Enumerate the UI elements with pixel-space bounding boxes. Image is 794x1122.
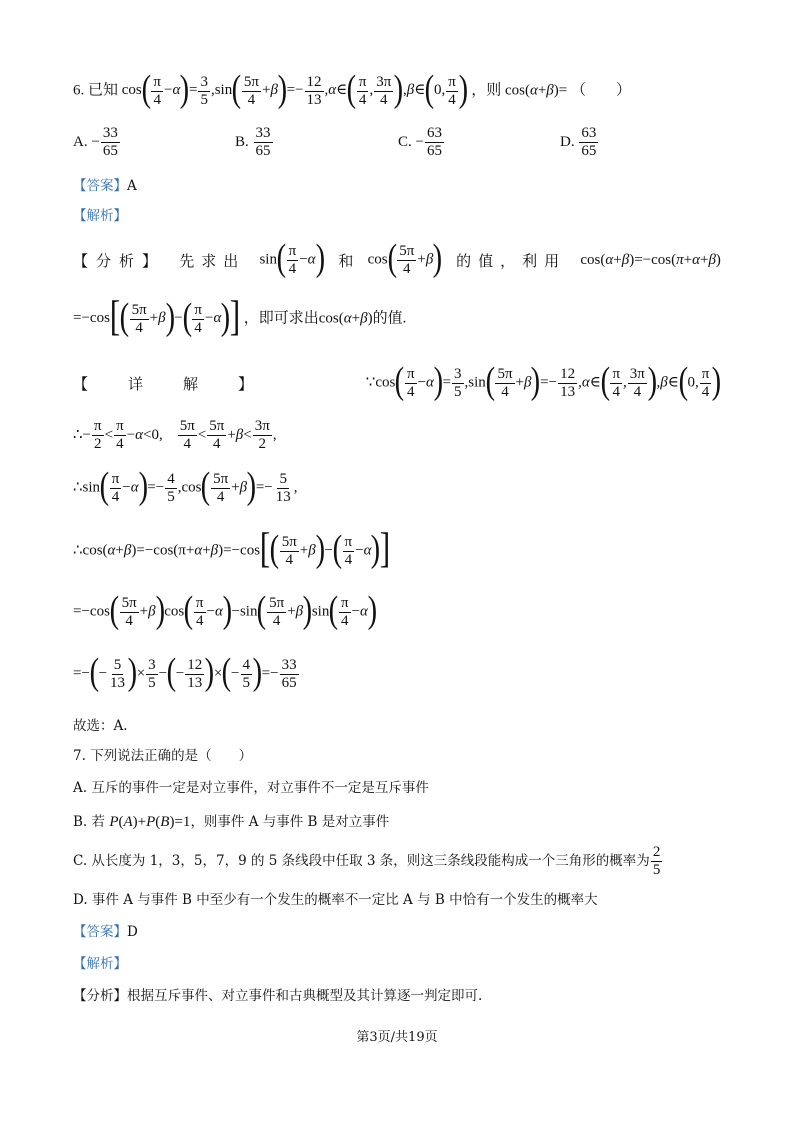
q6-detail-expand: =−cos( $\frac{5\pi}{4}$ +β)cos( $\frac{\pi}{4}$ −α)−sin( $\frac{5\pi}{4}$ +β)sin( $\frac{\pi}{4}$ −α)	[73, 589, 377, 631]
q6-detail-line1: 【详解】 ∵cos( $\frac{\pi}{4}$ −α)= $\frac{3}{5}$ ,sin( $\frac{5\pi}{4}$ +β)=− $\frac{12}{13}$ ,α∈( $\frac{\pi}{4}$ , $\frac{3\pi}{4}$ ),β∈(0, $\frac{\pi}{4}$ )	[73, 360, 722, 402]
q6-option-c: C. − $\frac{63}{65}$	[398, 125, 442, 159]
answer-tag: 【答案】	[73, 178, 127, 194]
q6-detail-values: ∴sin( $\frac{\pi}{4}$ −α)=− $\frac{4}{5}$ ,cos( $\frac{5\pi}{4}$ +β)=− $\frac{5}{13}$ ,	[73, 465, 298, 507]
q6-analysis-tag: 【解析】	[73, 208, 127, 224]
answer-value: A	[127, 178, 137, 194]
q6-math-target: cos(α+β)=	[504, 82, 568, 99]
q7-stem: 7. 下列说法正确的是（ ）	[73, 748, 253, 764]
q6-number: 6.	[73, 82, 85, 99]
q7-analysis-tag: 【解析】	[73, 956, 127, 972]
q6-option-b: B. $\frac{33}{65}$	[235, 125, 271, 159]
fenxi-identity: cos(α+β)=−cos(π+α+β)	[580, 251, 721, 268]
fenxi-cos-expr: cos( $\frac{5\pi}{4}$ +β)	[367, 237, 443, 279]
q7-answer	[73, 920, 138, 940]
q7-option-a: A. 互斥的事件一定是对立事件，对立事件不一定是互斥事件	[73, 780, 429, 796]
q7-option-d: D. 事件 A 与事件 B 中至少有一个发生的概率不一定比 A 与 B 中恰有一个发生的概率大	[73, 892, 598, 908]
fenxi-tag: 【分析】	[73, 253, 166, 270]
q6-stem-then: ，则	[471, 82, 502, 99]
q6-stem-prefix: 已知	[88, 82, 119, 99]
q6-stem	[73, 68, 632, 110]
q7-option-c: C. 从长度为 1，3，5，7，9 的 5 条线段中任取 3 条，则这三条线段能构成一个三角形的概率为 $\frac{2}{5}$	[73, 844, 661, 878]
detail-tag: 【详解】	[73, 376, 294, 393]
answer-tag: 【答案】	[73, 924, 127, 940]
fenxi-tag: 【分析】	[73, 988, 127, 1004]
q6-detail-range: ∴− $\frac{\pi}{2}$ < $\frac{\pi}{4}$ −α<0, $\frac{5\pi}{4}$ < $\frac{5\pi}{4}$ +β< $\frac{3\pi}{2}$ ,	[73, 418, 277, 452]
q6-math-given: cos( $\frac{\pi}{4}$ −α)= $\frac{3}{5}$ ,sin( $\frac{5\pi}{4}$ +β)=− $\frac{12}{13}$ ,α∈( $\frac{\pi}{4}$ , $\frac{3\pi}{4}$ ),β∈(0, $\frac{\pi}{4}$ )	[121, 68, 468, 110]
q6-detail-result: =−(− $\frac{5}{13}$ )× $\frac{3}{5}$ −(− $\frac{12}{13}$ )×(− $\frac{4}{5}$ )=− $\frac{33}{65}$	[73, 651, 297, 693]
q6-option-a: A. − $\frac{33}{65}$	[73, 125, 118, 159]
q7-option-b: B. 若 P(A)+P(B)=1，则事件 A 与事件 B 是对立事件	[73, 814, 390, 830]
q6-option-d: D. $\frac{63}{65}$	[560, 125, 597, 159]
q6-answer	[73, 174, 137, 194]
q7-number: 7.	[73, 748, 86, 764]
q6-fenxi-line1: 【分析】 先求出 sin( $\frac{\pi}{4}$ −α) 和 cos( $\frac{5\pi}{4}$ +β) 的值，利用 cos(α+β)=−cos(π+α+β)	[73, 237, 721, 279]
q6-detail-transform: ∴cos(α+β)=−cos(π+α+β)=−cos[( $\frac{5\pi}{4}$ +β)−( $\frac{\pi}{4}$ −α)]	[73, 526, 391, 572]
q7-fenxi: 【分析】根据互斥事件、对立事件和古典概型及其计算逐一判定即可.	[73, 988, 483, 1004]
answer-value: D	[127, 924, 138, 940]
fenxi-sin-expr: sin( $\frac{\pi}{4}$ −α)	[259, 237, 325, 279]
q6-fenxi-line2: =−cos[( $\frac{5\pi}{4}$ +β)−( $\frac{\pi}{4}$ −α)] ，即可求出cos(α+β)的值.	[73, 294, 407, 340]
q6-stem-paren: （ ）	[571, 82, 632, 99]
q6-conclusion: 故选：A.	[73, 718, 128, 734]
page-number: 第3页/共19页	[356, 1030, 438, 1045]
